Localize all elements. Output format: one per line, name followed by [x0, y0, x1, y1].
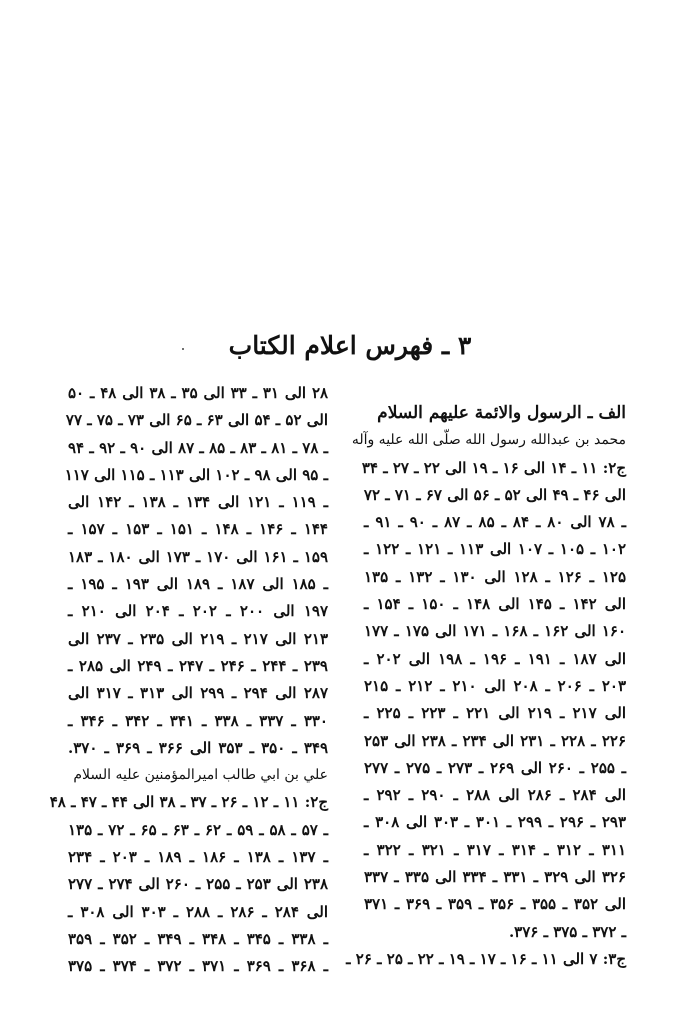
- left-column: [49, 380, 329, 981]
- index-line: الی ۲۸۴ ـ ۲۸۶ ـ ۲۸۸ ـ ۳۰۳ الی ۳۰۸ ـ: [68, 902, 329, 921]
- index-line: ۱۵۹ ـ ۱۶۱ الی ۱۷۰ ـ ۱۷۳ الی ۱۸۰ ـ ۱۸۳: [68, 547, 329, 566]
- index-line: ـ ۷۸ ـ ۸۱ ـ ۸۳ ـ ۸۵ ـ ۸۷ الی ۹۰ ـ ۹۲ ـ ۹۴: [68, 438, 329, 457]
- index-line: ۳۱۱ ـ ۳۱۲ ـ ۳۱۴ ـ ۳۱۷ ـ ۳۲۱ ـ ۳۲۲ ـ: [364, 840, 627, 859]
- index-line: ج۲: ۱۱ ـ ۱۴ الی ۱۶ ـ ۱۹ الی ۲۲ ـ ۲۷ ـ ۳۴: [361, 458, 626, 477]
- index-line: ـ ۱۸۵ الی ۱۸۷ ـ ۱۸۹ الی ۱۹۳ ـ ۱۹۵ ـ: [68, 575, 329, 594]
- person-name: محمد بن عبدالله رسول الله صلّی الله علیه وآله: [351, 432, 626, 449]
- index-line: الی ۳۵۲ ـ ۳۵۵ ـ ۳۵۶ ـ ۳۵۹ ـ ۳۶۹ ـ ۳۷۱: [364, 895, 627, 914]
- index-line: ۲۱۳ الی ۲۱۷ ـ ۲۱۹ الی ۲۳۵ ـ ۲۳۷ الی: [68, 629, 329, 648]
- index-line: ـ ۲۵۵ ـ ۲۶۰ الی ۲۶۹ ـ ۲۷۳ ـ ۲۷۵ ـ ۲۷۷: [364, 758, 627, 777]
- index-line: ـ ۹۵ الی ۹۸ ـ ۱۰۲ الی ۱۱۳ ـ ۱۱۵ الی ۱۱۷: [64, 465, 328, 484]
- right-column: [346, 400, 627, 973]
- index-line: الی ۱۸۷ ـ ۱۹۱ ـ ۱۹۶ ـ ۱۹۸ الی ۲۰۲ ـ: [364, 649, 626, 668]
- index-line: ـ ۳۷۲ ـ ۳۷۵ ـ ۳۷۶.: [508, 922, 626, 941]
- index-line: ـ ۵۷ ـ ۵۸ ـ ۵۹ ـ ۶۲ ـ ۶۳ ـ ۶۵ ـ ۷۲ ـ ۱۳۵: [68, 820, 329, 839]
- index-line: ۲۸ الی ۳۱ ـ ۳۳ الی ۳۵ ـ ۳۸ الی ۴۸ ـ ۵۰: [68, 384, 329, 402]
- index-line: الی ۴۶ ـ ۴۹ الی ۵۲ ـ ۵۶ الی ۶۷ ـ ۷۱ ـ ۷۲: [363, 485, 626, 504]
- index-line: الی ۲۸۴ ـ ۲۸۶ الی ۲۸۸ ـ ۲۹۰ ـ ۲۹۲ ـ: [364, 786, 626, 805]
- index-line: ـ ۳۶۸ ـ ۳۶۹ ـ ۳۷۱ ـ ۳۷۲ ـ ۳۷۴ ـ ۳۷۵: [68, 957, 328, 976]
- index-line: ـ ۳۳۸ ـ ۳۴۵ ـ ۳۴۸ ـ ۳۴۹ ـ ۳۵۲ ـ ۳۵۹: [68, 929, 328, 948]
- index-line: ۲۰۳ ـ ۲۰۶ ـ ۲۰۸ الی ۲۱۰ ـ ۲۱۲ ـ ۲۱۵: [364, 676, 627, 695]
- index-line: ۲۹۳ ـ ۲۹۶ ـ ۲۹۹ ـ ۳۰۱ ـ ۳۰۳ الی ۳۰۸ ـ: [364, 813, 627, 832]
- index-line: ۱۴۴ ـ ۱۴۶ ـ ۱۴۸ ـ ۱۵۱ ـ ۱۵۳ ـ ۱۵۷ ـ: [68, 520, 328, 539]
- person-name: علي بن ابي طالب امیرالمؤمنین علیه السلام: [73, 767, 328, 784]
- index-line: ۱۹۷ الی ۲۰۰ ـ ۲۰۲ ـ ۲۰۴ الی ۲۱۰ ـ: [68, 602, 329, 621]
- index-line: ـ ۱۱۹ ـ ۱۲۱ الی ۱۳۴ ـ ۱۳۸ ـ ۱۴۲ الی: [68, 493, 329, 512]
- index-line: ۲۳۹ ـ ۲۴۴ ـ ۲۴۶ ـ ۲۴۷ ـ ۲۴۹ الی ۲۸۵ ـ: [68, 656, 328, 675]
- index-line: ـ ۷۸ الی ۸۰ ـ ۸۴ ـ ۸۵ ـ ۸۷ ـ ۹۰ ـ ۹۱ ـ: [364, 513, 626, 532]
- index-line: ۲۳۸ الی ۲۵۳ ـ ۲۵۵ ـ ۲۶۰ الی ۲۷۴ ـ ۲۷۷: [68, 875, 329, 894]
- index-line: ـ ۱۳۷ ـ ۱۳۸ ـ ۱۸۶ ـ ۱۸۹ ـ ۲۰۳ ـ ۲۳۴: [68, 848, 328, 867]
- index-line: ۳۴۹ ـ ۳۵۰ ـ ۳۵۳ الی ۳۶۶ ـ ۳۶۹ ـ ۳۷۰.: [68, 738, 328, 757]
- page-speck: [182, 348, 184, 350]
- index-line: الی ۱۴۲ ـ ۱۴۵ الی ۱۴۸ ـ ۱۵۰ ـ ۱۵۴ ـ: [364, 595, 626, 614]
- index-line: ۱۰۲ ـ ۱۰۵ ـ ۱۰۷ الی ۱۱۳ ـ ۱۲۱ ـ ۱۲۲ ـ: [364, 540, 627, 559]
- index-line: ۲۸۷ الی ۲۹۴ ـ ۲۹۹ الی ۳۱۳ ـ ۳۱۷ الی: [68, 684, 329, 703]
- index-line: الی ۵۲ ـ ۵۴ الی ۶۳ ـ ۶۵ الی ۷۳ ـ ۷۵ ـ ۷۷: [65, 411, 328, 430]
- index-line: ۳۲۶ الی ۳۲۹ ـ ۳۳۱ ـ ۳۳۴ الی ۳۳۵ ـ ۳۳۷: [364, 868, 626, 887]
- section-heading: الف ـ الرسول والائمة علیهم السلام: [377, 403, 626, 423]
- index-line: ۳۳۰ ـ ۳۳۷ ـ ۳۳۸ ـ ۳۴۱ ـ ۳۴۲ ـ ۳۴۶ ـ: [68, 711, 328, 730]
- index-line: ۲۲۶ ـ ۲۲۸ ـ ۲۳۱ الی ۲۳۴ ـ ۲۳۸ الی ۲۵۳: [364, 731, 626, 750]
- index-line: ج۲: ۱۱ ـ ۱۲ ـ ۲۶ ـ ۳۷ ـ ۳۸ الی ۴۴ ـ ۴۷ ـ ۴۸: [49, 793, 328, 812]
- page-title: ۳ ـ فهرس اعلام الکتاب: [228, 331, 472, 360]
- index-line: ۱۲۵ ـ ۱۲۶ ـ ۱۲۸ الی ۱۳۰ ـ ۱۳۲ ـ ۱۳۵: [364, 567, 627, 586]
- index-line: الی ۲۱۷ ـ ۲۱۹ الی ۲۲۱ ـ ۲۲۳ ـ ۲۲۵ ـ: [364, 704, 626, 723]
- index-line: ج۳: ۷ الی ۱۱ ـ ۱۶ ـ ۱۷ ـ ۱۹ ـ ۲۲ ـ ۲۵ ـ ۲۶ ـ: [346, 949, 626, 968]
- index-line: ۱۶۰ الی ۱۶۲ ـ ۱۶۸ ـ ۱۷۱ الی ۱۷۵ ـ ۱۷۷: [364, 622, 626, 641]
